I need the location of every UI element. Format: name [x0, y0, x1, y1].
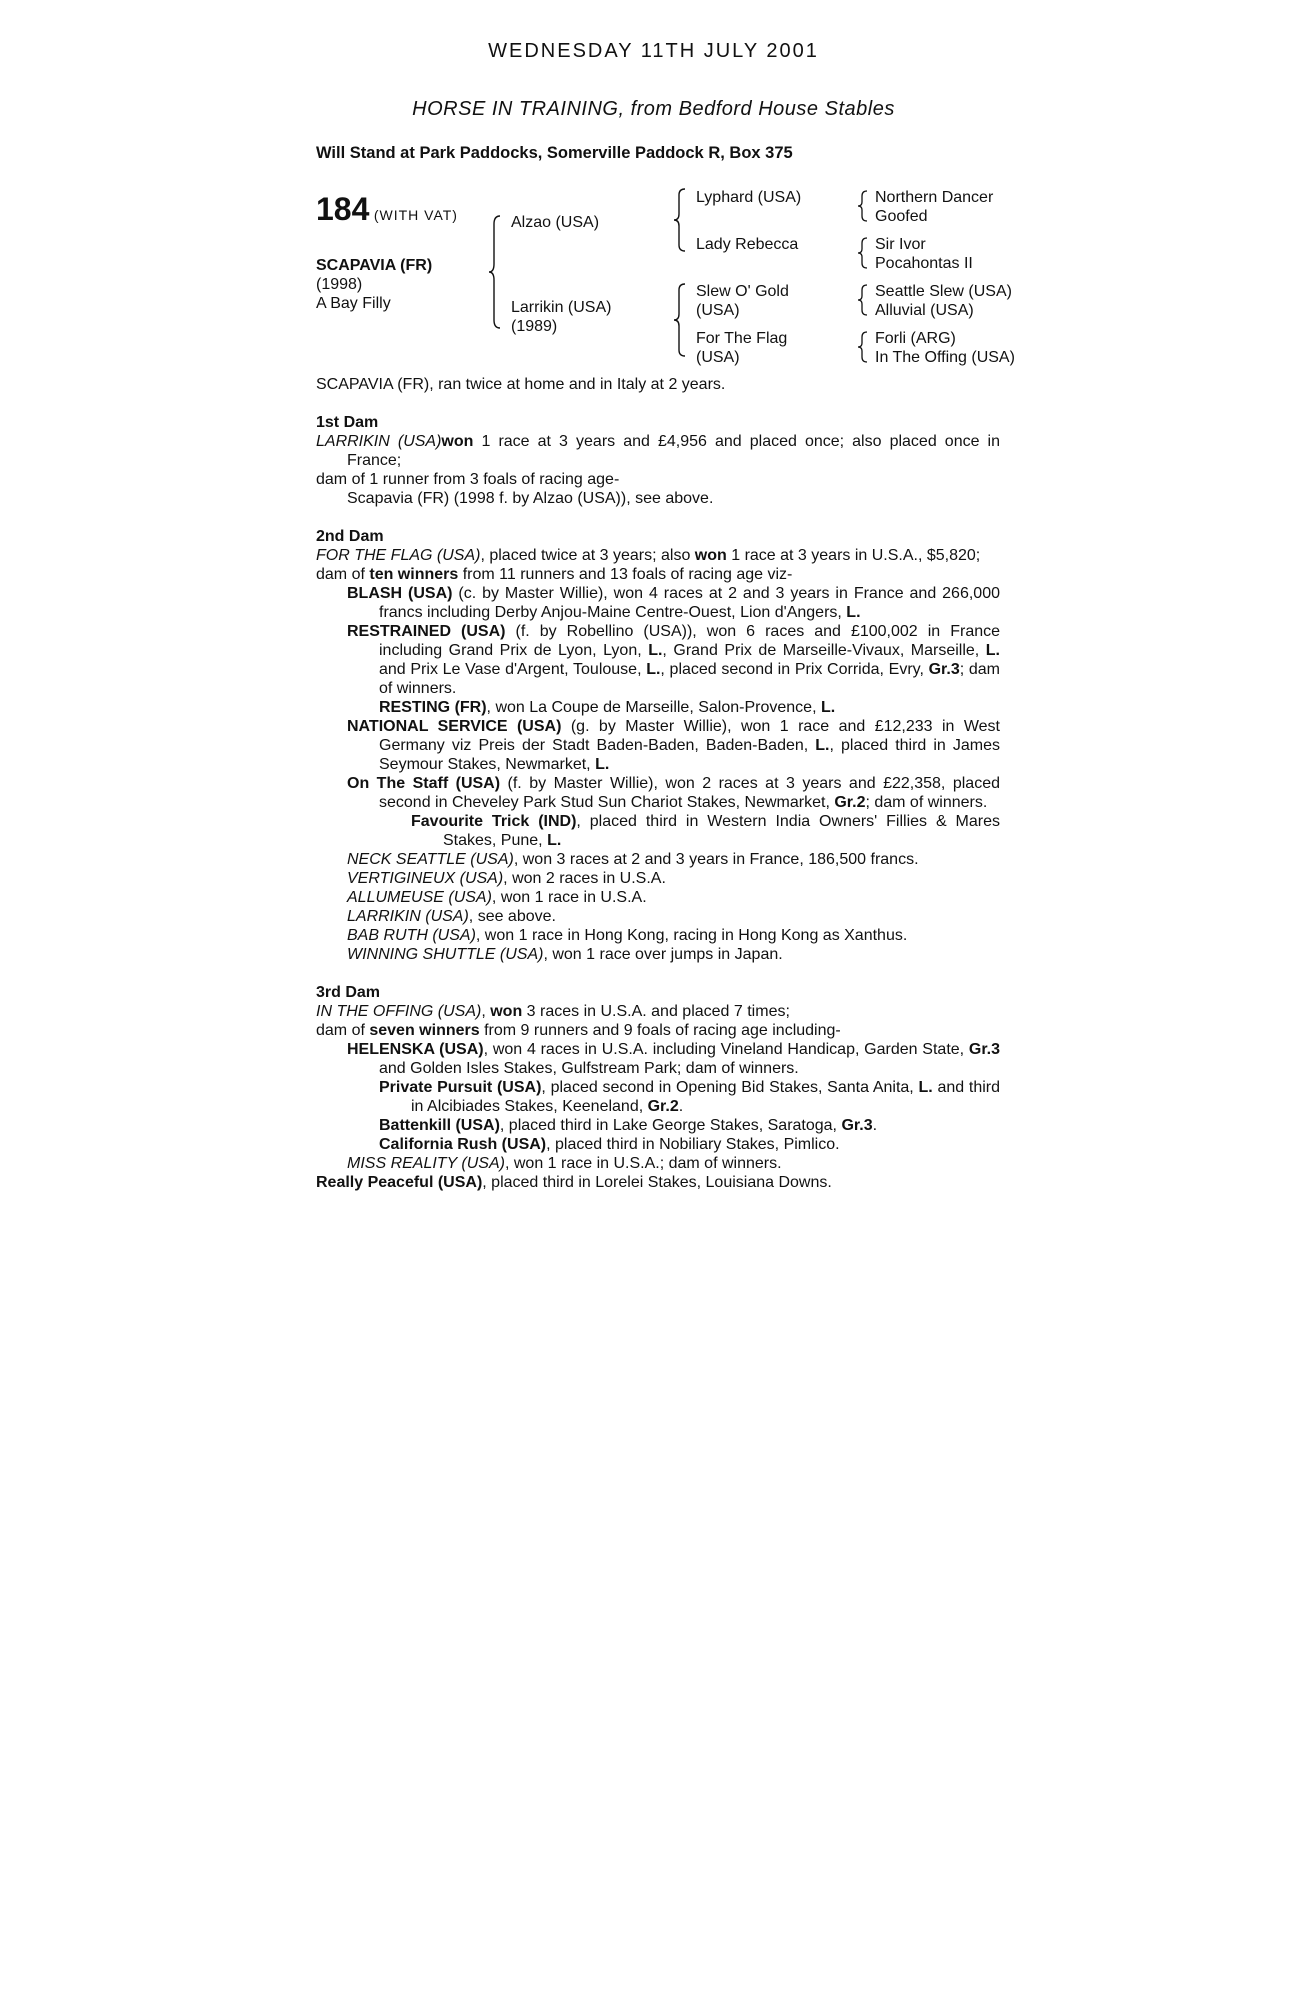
progeny-blash: BLASH (USA) (c. by Master Willie), won 4 races at 2 and 3 years in France and 266,000 francs including Derby Anjou-Maine Centre-Ouest, Lion d'Angers, L. [347, 585, 1000, 621]
first-dam-text: 1 race at 3 years and £4,956 and placed once; also placed once in France; [347, 433, 1001, 469]
third-dam-name: IN THE OFFING (USA) [316, 1003, 482, 1020]
progeny-vertigineux: VERTIGINEUX (USA), won 2 races in U.S.A. [347, 870, 666, 887]
pedigree-gen3-c2: Alluvial (USA) [875, 302, 974, 319]
pedigree-gen3-a2: Goofed [875, 208, 928, 225]
gen3-brace-c [857, 283, 869, 317]
pedigree-gen3-b1: Sir Ivor [875, 236, 926, 253]
pedigree-gen3-a1: Northern Dancer [875, 189, 994, 206]
progeny-on-the-staff: On The Staff (USA) (f. by Master Willie), won 2 races at 3 years and £22,358, placed second in Cheveley Park Stud Sun Chariot Stakes, Newmarket, Gr.2; dam of winners. [347, 775, 1000, 811]
first-dam-heading: 1st Dam [316, 414, 379, 431]
pedigree-dam-sire-line2: (USA) [696, 302, 740, 319]
progeny-larrikin: LARRIKIN (USA), see above. [347, 908, 556, 925]
first-dam-won: won [441, 433, 474, 450]
pedigree-gen3-d1: Forli (ARG) [875, 330, 956, 347]
gen3-brace-a [857, 189, 869, 223]
first-dam-dam-of: dam of 1 runner from 3 foals of racing age- [316, 471, 620, 488]
page-subtitle: HORSE IN TRAINING, from Bedford House Stables [412, 98, 895, 120]
gen3-brace-b [857, 236, 869, 270]
pedigree-sire: Alzao (USA) [511, 214, 600, 231]
progeny-private-pursuit: Private Pursuit (USA), placed second in Opening Bid Stakes, Santa Anita, L. and third in Alcibiades Stakes, Keeneland, Gr.2. [379, 1079, 1001, 1115]
pedigree-dam-dam-line1: For The Flag [696, 330, 788, 347]
pedigree-dam-sire-line1: Slew O' Gold [696, 283, 789, 300]
gen3-brace-d [857, 330, 869, 364]
sale-date: WEDNESDAY 11TH JULY 2001 [488, 40, 819, 62]
dam-line-brace [673, 282, 687, 358]
horse-description: A Bay Filly [316, 295, 391, 312]
third-dam-heading: 3rd Dam [316, 984, 381, 1001]
horse-year: (1998) [316, 276, 363, 293]
progeny-favourite-trick: Favourite Trick (IND), placed third in Western India Owners' Fillies & Mares Stakes, Pune, L. [411, 813, 1000, 849]
progeny-winning-shuttle: WINNING SHUTTLE (USA), won 1 race over jumps in Japan. [347, 946, 783, 963]
progeny-neck-seattle: NECK SEATTLE (USA), won 3 races at 2 and 3 years in France, 186,500 francs. [347, 851, 919, 868]
progeny-really-peaceful: Really Peaceful (USA), placed third in Lorelei Stakes, Louisiana Downs. [316, 1174, 832, 1191]
sire-dam-brace [488, 214, 502, 330]
second-dam-dam-of: dam of ten winners from 11 runners and 13 foals of racing age viz- [316, 566, 793, 583]
third-dam-dam-of: dam of seven winners from 9 runners and 9 foals of racing age including- [316, 1022, 841, 1039]
pedigree-dam-line2: (1989) [511, 318, 558, 335]
pedigree-dam-dam-line2: (USA) [696, 349, 740, 366]
first-dam-progeny: Scapavia (FR) (1998 f. by Alzao (USA)), see above. [347, 490, 714, 507]
second-dam-heading: 2nd Dam [316, 528, 384, 545]
pedigree-sire-dam: Lady Rebecca [696, 236, 799, 253]
pedigree-dam-line1: Larrikin (USA) [511, 299, 612, 316]
pedigree-gen3-d2: In The Offing (USA) [875, 349, 1015, 366]
second-dam-record: FOR THE FLAG (USA), placed twice at 3 years; also won 1 race at 3 years in U.S.A., $5,820; [316, 547, 981, 564]
progeny-helenska: HELENSKA (USA), won 4 races in U.S.A. including Vineland Handicap, Garden State, Gr.3 and Golden Isles Stakes, Gulfstream Park; dam of winners. [347, 1041, 1001, 1077]
vat-note: (WITH VAT) [373, 207, 458, 223]
third-dam-record: IN THE OFFING (USA), won 3 races in U.S.A. and placed 7 times; [316, 1003, 790, 1020]
second-dam-name: FOR THE FLAG (USA) [316, 547, 481, 564]
progeny-bab-ruth: BAB RUTH (USA), won 1 race in Hong Kong, racing in Hong Kong as Xanthus. [347, 927, 908, 944]
first-dam-name: LARRIKIN (USA) [316, 433, 442, 450]
lot-number: 184 [316, 191, 370, 227]
progeny-national-service: NATIONAL SERVICE (USA) (g. by Master Willie), won 1 race and £12,233 in West Germany viz Preis der Stadt Baden-Baden, Baden-Baden, L., placed third in James Seymour Stakes, Newmarket, L. [347, 718, 1001, 773]
progeny-resting: RESTING (FR), won La Coupe de Marseille, Salon-Provence, L. [379, 699, 836, 716]
progeny-allumeuse: ALLUMEUSE (USA), won 1 race in U.S.A. [347, 889, 647, 906]
stand-location: Will Stand at Park Paddocks, Somerville Paddock R, Box 375 [316, 144, 793, 162]
dam-records [316, 413, 1000, 1192]
pedigree-gen3-b2: Pocahontas II [875, 255, 973, 272]
progeny-california-rush: California Rush (USA), placed third in Nobiliary Stakes, Pimlico. [379, 1136, 840, 1153]
first-dam-record [316, 432, 1000, 470]
progeny-battenkill: Battenkill (USA), placed third in Lake George Stakes, Saratoga, Gr.3. [379, 1117, 878, 1134]
progeny-restrained: RESTRAINED (USA) (f. by Robellino (USA)), won 6 races and £100,002 in France including Grand Prix de Lyon, Lyon, L., Grand Prix de Marseille-Vivaux, Marseille, L. and Prix Le Vase d'Argent, Toulouse, L., placed second in Prix Corrida, Evry, Gr.3; dam of winners. [347, 623, 1001, 697]
lot-header [316, 192, 458, 226]
pedigree-gen3-c1: Seattle Slew (USA) [875, 283, 1012, 300]
race-summary: SCAPAVIA (FR), ran twice at home and in Italy at 2 years. [316, 376, 726, 393]
pedigree-sire-sire: Lyphard (USA) [696, 189, 802, 206]
sire-line-brace [673, 187, 687, 253]
horse-name: SCAPAVIA (FR) [316, 257, 433, 274]
progeny-miss-reality: MISS REALITY (USA), won 1 race in U.S.A.; dam of winners. [347, 1155, 782, 1172]
